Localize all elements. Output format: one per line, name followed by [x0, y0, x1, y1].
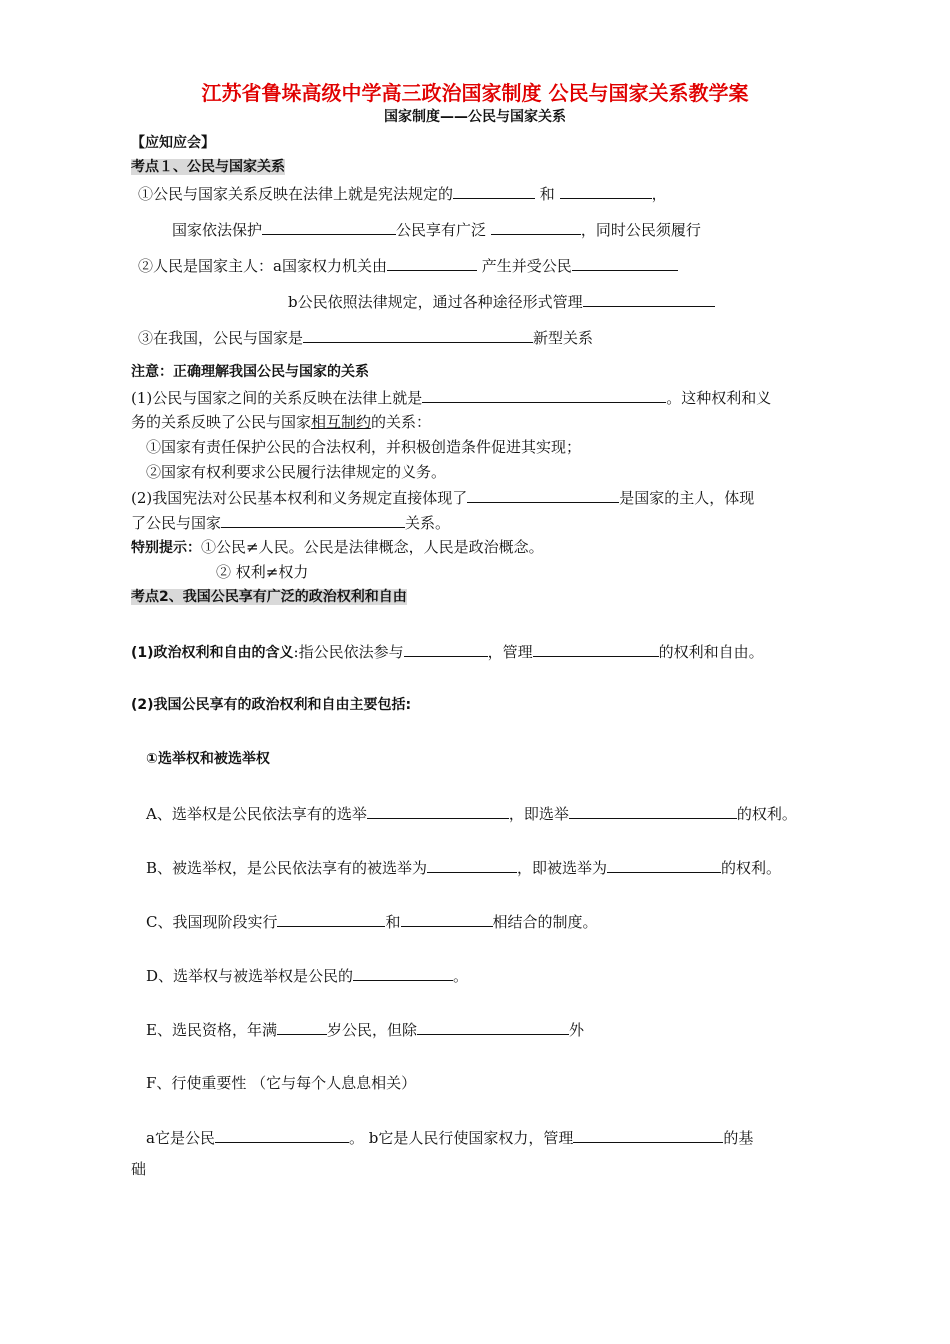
- note-p1-line1: [131, 387, 771, 408]
- kp1-line1-and: 和: [539, 185, 555, 203]
- blank[interactable]: [453, 183, 535, 199]
- blank[interactable]: [215, 1127, 349, 1143]
- kp1-heading-text: 考点１、公民与国家关系: [131, 159, 285, 175]
- blank[interactable]: [262, 219, 396, 235]
- kp1-line3-text-a: ②人民是国家主人：a国家权力机关由: [138, 257, 387, 275]
- note-p2-line1: [131, 487, 754, 508]
- blank[interactable]: [353, 965, 453, 981]
- kp1-line3-text-b: 产生并受公民: [481, 257, 572, 275]
- note-item-2: ②国家有权利要求公民履行法律规定的义务。: [146, 463, 447, 481]
- document-subtitle: 国家制度——公民与国家关系: [384, 109, 566, 125]
- special-tip-2: ② 权利≠权力: [216, 563, 309, 581]
- note-p2-text-a: (2)我国宪法对公民基本权利和义务规定直接体现了: [131, 489, 468, 507]
- section-heading: 【应知应会】: [131, 135, 215, 151]
- item-B-text-1: B、被选举权，是公民依法享有的被选举为: [146, 859, 428, 877]
- blank[interactable]: [569, 803, 737, 819]
- item-C-text-2: 和: [385, 913, 401, 931]
- item-E-text-1: E、选民资格，年满: [146, 1021, 277, 1039]
- note-p1-text-e: 的关系：: [371, 413, 432, 431]
- kp1-line1-text: ①公民与国家关系反映在法律上就是宪法规定的: [138, 185, 454, 203]
- item-E: [146, 1019, 584, 1040]
- kp1-line2: [172, 219, 701, 240]
- kp1-line3: [138, 255, 678, 276]
- item-A: [146, 803, 797, 824]
- item-E-text-3: 外: [568, 1021, 584, 1039]
- blank[interactable]: [277, 1019, 327, 1035]
- kp1-line2-text-a: 国家依法保护: [172, 221, 263, 239]
- item-B-text-3: 的权利。: [721, 859, 782, 877]
- item-B: [146, 857, 781, 878]
- item-A-text-3: 的权利。: [736, 805, 797, 823]
- item-B-text-2: ，即被选举为: [517, 859, 608, 877]
- item-F-a-continuation: 础: [131, 1160, 147, 1178]
- blank[interactable]: [572, 255, 678, 271]
- kp1-line5-text-b: 新型关系: [533, 329, 594, 347]
- blank[interactable]: [583, 291, 715, 307]
- note-p1-text-b: 。这种权利和义: [666, 389, 772, 407]
- note-p2-line2: [131, 512, 450, 533]
- kp1-line5-text-a: ③在我国，公民与国家是: [138, 329, 304, 347]
- kp1-line1-comma: ，: [651, 185, 667, 203]
- item-D-text-2: 。: [453, 967, 469, 985]
- note-p1-line2: [131, 412, 431, 432]
- blank[interactable]: [417, 1019, 569, 1035]
- blank[interactable]: [607, 857, 721, 873]
- note-p1-text-a: (1)公民与国家之间的关系反映在法律上就是: [131, 389, 423, 407]
- kp1-line2-text-c: ，同时公民须履行: [580, 221, 701, 239]
- item-C-text-1: C、我国现阶段实行: [146, 913, 278, 931]
- kp2-q2: (2)我国公民享有的政治权利和自由主要包括:: [131, 697, 412, 713]
- kp2-q1-label: (1)政治权利和自由的含义: [131, 645, 294, 661]
- blank[interactable]: [387, 255, 477, 271]
- kp1-line2-text-b: 公民享有广泛: [396, 221, 487, 239]
- blank[interactable]: [422, 387, 666, 403]
- blank[interactable]: [573, 1127, 723, 1143]
- kp1-line1: [138, 183, 667, 204]
- item-C-text-3: 相结合的制度。: [492, 913, 598, 931]
- note-heading: 注意：正确理解我国公民与国家的关系: [131, 364, 369, 380]
- kp1-line4-text: b公民依照法律规定，通过各种途径形式管理: [288, 293, 583, 311]
- item-F-a-text-2: 。 b它是人民行使国家权力，管理: [348, 1129, 574, 1147]
- blank[interactable]: [303, 327, 533, 343]
- item-A-text-2: ，即选举: [508, 805, 569, 823]
- kp2-heading: [131, 587, 407, 607]
- blank[interactable]: [467, 487, 619, 503]
- note-item-1: ①国家有责任保护公民的合法权利，并积极创造条件促进其实现；: [146, 438, 582, 456]
- item-F-a-text-3: 的基: [723, 1129, 754, 1147]
- kp2-q1-text-d: 的权利和自由。: [658, 643, 764, 661]
- blank[interactable]: [401, 911, 493, 927]
- kp2-q1-text-c: ，管理: [487, 643, 533, 661]
- blank[interactable]: [367, 803, 509, 819]
- special-tip-1: ①公民≠人民。公民是法律概念，人民是政治概念。: [201, 538, 544, 556]
- kp1-line5: [138, 327, 593, 348]
- item-C: [146, 911, 598, 932]
- note-p2-text-d: 关系。: [405, 514, 451, 532]
- note-p2-text-b: 是国家的主人，体现: [619, 489, 755, 507]
- item-F-a: [146, 1127, 753, 1148]
- blank[interactable]: [277, 911, 385, 927]
- kp2-heading-text: 考点2、我国公民享有广泛的政治权利和自由: [131, 589, 407, 605]
- blank[interactable]: [404, 641, 488, 657]
- document-title: 江苏省鲁垛高级中学高三政治国家制度 公民与国家关系教学案: [201, 81, 749, 105]
- note-p2-text-c: 了公民与国家: [131, 514, 222, 532]
- kp2-q1: [131, 641, 764, 663]
- kp2-sub1: ①选举权和被选举权: [146, 751, 270, 767]
- kp1-line4: [288, 291, 715, 312]
- blank[interactable]: [560, 183, 652, 199]
- blank[interactable]: [427, 857, 517, 873]
- item-E-text-2: 岁公民，但除: [326, 1021, 417, 1039]
- item-F-a-text-1: a它是公民: [146, 1129, 215, 1147]
- item-A-text-1: A、选举权是公民依法享有的选举: [146, 805, 367, 823]
- special-tip-line1: [131, 537, 544, 558]
- blank[interactable]: [491, 219, 581, 235]
- note-p1-underlined: 相互制约: [311, 413, 372, 431]
- kp2-q1-text-b: :指公民依法参与: [293, 643, 404, 661]
- blank[interactable]: [533, 641, 659, 657]
- note-p1-text-c: 务的关系反映了公民与国家: [131, 413, 312, 431]
- blank[interactable]: [221, 512, 405, 528]
- kp1-heading: [131, 157, 285, 177]
- special-tip-label: 特别提示：: [131, 540, 201, 556]
- item-D-text-1: D、选举权与被选举权是公民的: [146, 967, 354, 985]
- item-D: [146, 965, 468, 986]
- item-F: F、行使重要性 （它与每个人息息相关）: [146, 1074, 417, 1092]
